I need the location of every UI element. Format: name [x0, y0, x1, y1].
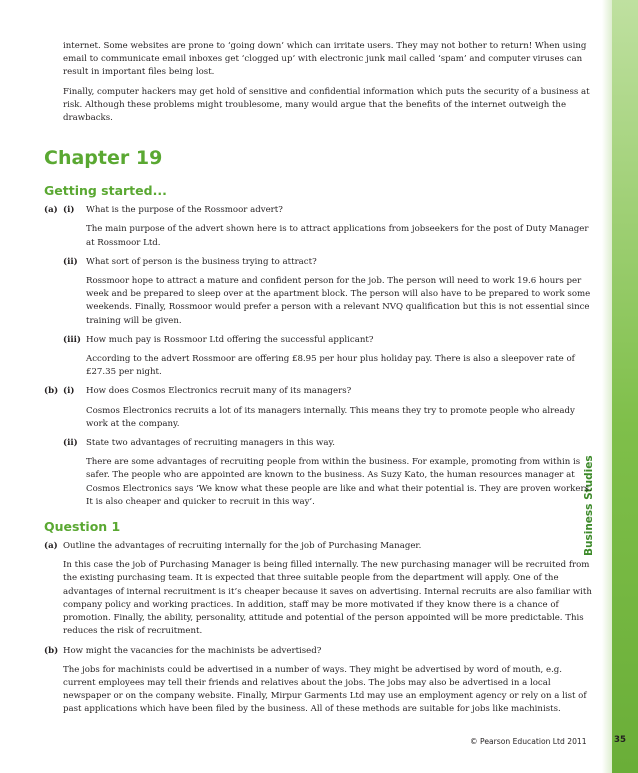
- answer-a-iii: According to the advert Rossmoor are offering £8.95 per hour plus holiday pay. There is also a sleepover rate of £27.35 per night.: [86, 354, 575, 378]
- answer-a-ii: Rossmoor hope to attract a mature and confident person for the job. The person will need to work 19.6 hours per week and be prepared to sleep over at the apartment block. The person will also have to be prepared to work some weekends. Finally, Rossmoor would prefer a person with a relevant NVQ qualification but this is not essential since training will be given.: [86, 276, 591, 326]
- question-1-b: [44, 645, 596, 658]
- question-b-ii: [44, 437, 596, 450]
- question-sub: (ii): [63, 256, 78, 267]
- answer-1-b: The jobs for machinists could be advertised in a number of ways. They might be advertised by word of mouth, e.g. current employees may tell their friends and relatives about the jobs. The jobs may also be advertised in a local newspaper or on the company website. Finally, Mirpur Garments Ltd may use an employment agency or rely on a list of past applications which have been filed by the business. All of these methods are suitable for jobs like machinists.: [63, 664, 587, 715]
- question-a-iii: [44, 334, 596, 347]
- answer-1-a: In this case the job of Purchasing Manager is being filled internally. The new purchasing manager will be recruited from the existing purchasing team. It is expected that three suitable people from the department will apply. One of the advantages of internal recruitment is it’s cheaper because it saves on advertising. Internal recruits are also familiar with company policy and working practices. In addition, staff may be more motivated if they know there is a chance of promotion. Finally, the ability, personality, attitude and potential of the person appointed will be more predictable. This reduces the risk of recruitment.: [63, 560, 592, 637]
- answer-b-i: Cosmos Electronics recruits a lot of its managers internally. This means they try to promote people who already work at the company.: [86, 405, 575, 429]
- question-sub: (iii): [63, 334, 81, 345]
- answer-b-ii: There are some advantages of recruiting people from within the business. For example, promoting from within is safer. The people who are appointed are known to the business. As Suzy Kato, the human resources manager at Cosmos Electronics says ‘We know what these people are like and what their potential is. They are proven workers. It is also cheaper and quicker to recruit in this way’.: [86, 457, 592, 507]
- chapter-title: Chapter 19: [44, 147, 163, 170]
- question-text: How much pay is Rossmoor Ltd offering the successful applicant?: [86, 334, 374, 345]
- side-label: Business Studies: [583, 455, 595, 556]
- question-mark: (b): [44, 645, 59, 656]
- question-mark: (b): [44, 386, 59, 397]
- question-text: Outline the advantages of recruiting internally for the job of Purchasing Manager.: [63, 541, 422, 552]
- question-a-i: [44, 204, 596, 217]
- question-1-heading: Question 1: [44, 519, 121, 535]
- question-text: What is the purpose of the Rossmoor advert?: [86, 205, 283, 216]
- getting-started-heading: Getting started...: [44, 183, 167, 199]
- question-text: How does Cosmos Electronics recruit many of its managers?: [86, 386, 352, 397]
- question-a-ii: [44, 256, 596, 269]
- question-mark: (a): [44, 205, 58, 216]
- question-text: How might the vacancies for the machinists be advertised?: [63, 645, 322, 656]
- question-text: State two advantages of recruiting managers in this way.: [86, 438, 335, 449]
- question-1-a: [44, 540, 596, 553]
- question-b-i: [44, 385, 596, 398]
- question-sub: (i): [63, 386, 75, 397]
- question-mark: (a): [44, 541, 58, 552]
- answer-a-i: The main purpose of the advert shown here is to attract applications from jobseekers for the post of Duty Manager at Rossmoor Ltd.: [86, 224, 589, 248]
- page-content: [44, 40, 596, 723]
- question-sub: (i): [63, 205, 75, 216]
- copyright-footer: © Pearson Education Ltd 2011: [470, 737, 587, 746]
- question-sub: (ii): [63, 438, 78, 449]
- intro-paragraph-2: Finally, computer hackers may get hold of sensitive and confidential information which puts the security of a business at risk. Although these problems might troublesome, many would argue that the benefits of the internet outweigh the drawbacks.: [63, 86, 590, 124]
- question-text: What sort of person is the business trying to attract?: [86, 256, 317, 267]
- page-number: 35: [614, 735, 626, 745]
- side-color-bar: [612, 0, 638, 773]
- intro-paragraph-1: internet. Some websites are prone to ‘going down’ which can irritate users. They may not bother to return! When using email to communicate email inboxes get ‘clogged up’ with electronic junk mail called ‘spam’ and computer viruses can result in important files being lost.: [63, 41, 587, 78]
